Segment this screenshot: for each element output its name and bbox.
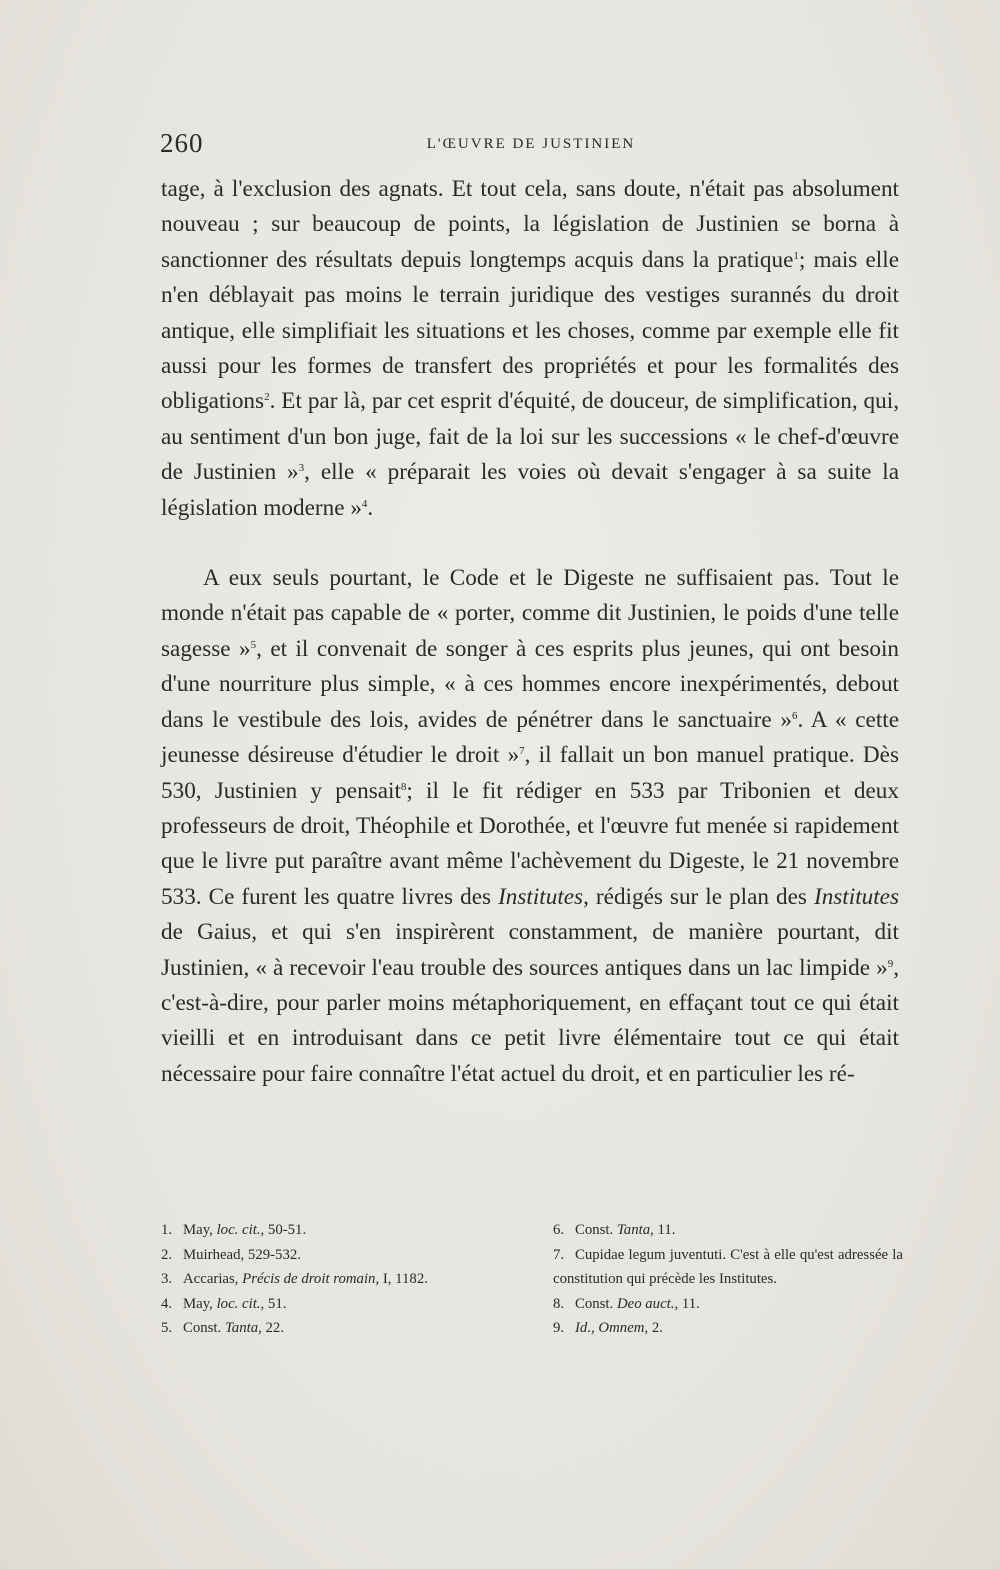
body-text <box>161 172 899 1092</box>
footnote-italic: Id., Omnem <box>575 1320 645 1336</box>
text-run: , il fallait un bon manuel pratique. Dès 530, Justinien y pensait <box>161 742 899 804</box>
footnote-text: Const. <box>575 1295 617 1312</box>
footnote-italic: Tanta <box>616 1222 651 1238</box>
footnote-text: , 50-51. <box>260 1222 307 1238</box>
footnote <box>161 1316 511 1341</box>
footnote <box>553 1243 903 1292</box>
paragraph <box>161 172 899 526</box>
footnote-number: 1. <box>161 1222 173 1238</box>
text-run: ; il le fit rédiger en 533 par Tribonien et deux professeurs de droit, Théophile et Dorothée, et l'œuvre fut menée si rapidement que le livre put paraître avant même l'achèvement du Digeste, le 21 novembre 533. Ce furent les quatre livres des <box>161 777 899 910</box>
footnote-ref: 2 <box>264 391 270 404</box>
text-run: . <box>367 494 374 521</box>
running-head: L'ŒUVRE DE JUSTINIEN <box>426 136 636 152</box>
footnote-ref: 5 <box>250 638 257 651</box>
footnote-text: May, <box>183 1295 217 1312</box>
footnote <box>161 1292 511 1317</box>
footnote-text: Const. <box>575 1222 617 1238</box>
footnote-italic: Deo auct. <box>616 1295 675 1312</box>
footnote-number: 4. <box>161 1295 173 1312</box>
text-run: , c'est-à-dire, pour parler moins métaphoriquement, en effaçant tout ce qui était vieilli et en introduisant dans ce petit livre élémentaire tout ce qui était nécessaire pour faire connaître l'état actuel du droit, et en particulier les ré- <box>161 954 899 1087</box>
footnote-number: 6. <box>553 1222 565 1238</box>
text-run: A eux seuls pourtant, le Code et le Digeste ne suffisaient pas. Tout le monde n'était pas capable de « porter, comme dit Justinien, le poids d'une telle sagesse » <box>161 565 899 662</box>
footnote-ref: 6 <box>792 709 798 722</box>
footnote-text: , 22. <box>258 1320 285 1336</box>
footnote-ref: 7 <box>519 745 525 758</box>
footnote-italic: loc. cit. <box>216 1222 261 1238</box>
footnote <box>553 1292 903 1317</box>
page-header <box>160 128 902 164</box>
paragraph <box>161 561 899 1092</box>
footnote-ref: 1 <box>793 249 799 262</box>
footnote-text: , 11. <box>650 1222 676 1238</box>
footnote-italic: Précis de droit romain <box>242 1271 376 1287</box>
text-run: . A « cette jeunesse désireuse d'étudier le droit » <box>161 706 900 769</box>
footnote-text: , 51. <box>260 1295 287 1312</box>
footnote-ref: 4 <box>361 497 368 510</box>
text-run: de Gaius, et qui s'en inspirèrent constamment, de manière pourtant, dit Justinien, « à recevoir l'eau trouble des sources antiques dans un lac limpide » <box>161 919 899 981</box>
footnote-text: Cupidae legum juventuti. C'est à elle qu'est adressée la constitution qui précède les Institutes. <box>553 1246 903 1287</box>
footnote-number: 5. <box>161 1320 173 1336</box>
footnote-text: , 2. <box>644 1320 663 1336</box>
italic-title: Institutes <box>498 883 584 910</box>
italic-title: Institutes <box>813 883 899 910</box>
footnote <box>553 1218 903 1243</box>
text-run: . Et par là, par cet esprit d'équité, de douceur, de simplification, qui, au sentiment d'un bon juge, fait de la loi sur les successions « le chef-d'œuvre de Justinien » <box>161 388 899 486</box>
footnote <box>161 1218 511 1243</box>
text-run: ; mais elle n'en déblayait pas moins le terrain juridique des vestiges surannés du droit antique, elle simplifiait les situations et les choses, comme par exemple elle fit aussi pour les formes de transfert des propriétés et pour les formalités des obligations <box>161 246 899 415</box>
footnote-ref: 9 <box>887 957 894 970</box>
footnote-number: 7. <box>553 1246 565 1263</box>
footnotes-left-column <box>161 1218 511 1341</box>
footnote-number: 3. <box>161 1271 173 1287</box>
footnote <box>553 1316 903 1341</box>
text-run: , elle « préparait les voies où devait s'engager à sa suite la législation moderne » <box>161 459 899 521</box>
footnote-text: May, <box>183 1222 217 1238</box>
text-run: , rédigés sur le plan des <box>583 883 814 910</box>
text-run: tage, à l'exclusion des agnats. Et tout cela, sans doute, n'était pas absolument nouveau ; sur beaucoup de points, la législation de Justinien se borna à sanctionner des résultats depuis longtemps acquis dans la pratique <box>161 176 899 273</box>
footnote-number: 2. <box>161 1246 173 1263</box>
footnote <box>161 1267 511 1292</box>
footnote <box>161 1243 511 1268</box>
footnote-text: Const. <box>183 1320 225 1336</box>
text-run: , et il convenait de songer à ces esprits plus jeunes, qui ont besoin d'une nourriture plus simple, « à ces hommes encore inexpérimentés, debout dans le vestibule des lois, avides de pénétrer dans le sanctuaire » <box>161 635 899 733</box>
footnote-number: 8. <box>553 1295 565 1312</box>
footnote-ref: 3 <box>298 462 305 475</box>
footnote-ref: 8 <box>400 780 407 793</box>
footnote-text: Muirhead, 529-532. <box>183 1246 301 1263</box>
footnote-number: 9. <box>553 1320 565 1336</box>
footnote-italic: Tanta <box>224 1320 259 1336</box>
page-number: 260 <box>160 128 204 158</box>
footnote-text: , 11. <box>674 1295 700 1312</box>
footnote-text: , I, 1182. <box>375 1271 428 1287</box>
footnote-text: Accarias, <box>183 1271 243 1287</box>
footnote-italic: loc. cit. <box>216 1295 261 1312</box>
footnotes-right-column <box>553 1218 903 1341</box>
